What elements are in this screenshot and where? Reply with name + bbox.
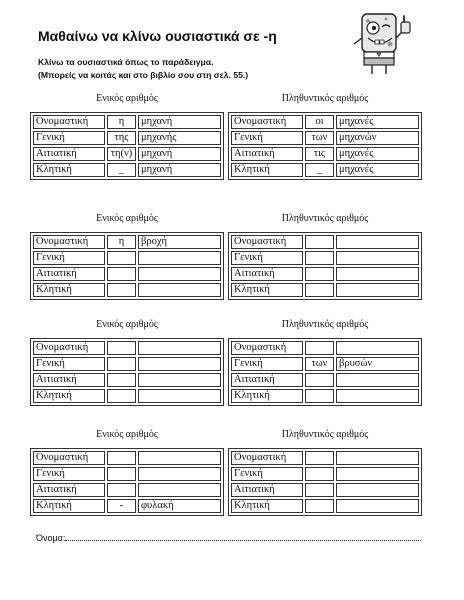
article-cell[interactable]: _: [107, 163, 136, 177]
article-cell[interactable]: [305, 235, 334, 249]
article-cell[interactable]: [305, 283, 334, 297]
table-row: [231, 357, 419, 371]
article-cell[interactable]: [107, 389, 136, 403]
noun-cell[interactable]: μηχανή: [138, 147, 221, 161]
section-singular-3: [30, 318, 224, 406]
case-cell: Κλητική: [231, 283, 303, 297]
case-cell: Γενική: [33, 357, 105, 371]
article-cell[interactable]: της: [107, 131, 136, 145]
case-cell: Γενική: [231, 467, 303, 481]
article-cell[interactable]: [107, 373, 136, 387]
noun-cell[interactable]: [336, 373, 419, 387]
case-cell: Ονομαστική: [231, 235, 303, 249]
declension-table: [30, 232, 224, 300]
instruction-line: Κλίνω τα ουσιαστικά όπως το παράδειγμα.: [38, 57, 214, 67]
table-row: [231, 235, 419, 249]
noun-cell[interactable]: [336, 499, 419, 513]
noun-cell[interactable]: μηχανές: [336, 115, 419, 129]
article-cell[interactable]: [107, 357, 136, 371]
article-cell[interactable]: [305, 373, 334, 387]
case-cell: Κλητική: [33, 283, 105, 297]
declension-table: [228, 338, 422, 406]
table-row: [33, 115, 221, 129]
section-singular-2: [30, 212, 224, 300]
declension-table: [30, 338, 224, 406]
table-row: [231, 267, 419, 281]
noun-cell[interactable]: φυλακή: [138, 499, 221, 513]
noun-cell[interactable]: μηχανής: [138, 131, 221, 145]
case-cell: Ονομαστική: [33, 451, 105, 465]
case-cell: Αιτιατική: [231, 147, 303, 161]
case-cell: Αιτιατική: [231, 267, 303, 281]
case-cell: Αιτιατική: [231, 373, 303, 387]
section-plural-2: [228, 212, 422, 300]
table-row: [231, 163, 419, 177]
declension-table: [228, 448, 422, 516]
article-cell[interactable]: [305, 451, 334, 465]
case-cell: Αιτιατική: [33, 147, 105, 161]
case-cell: Κλητική: [231, 163, 303, 177]
case-cell: Κλητική: [231, 499, 303, 513]
noun-cell[interactable]: βρυσών: [336, 357, 419, 371]
article-cell[interactable]: η: [107, 235, 136, 249]
table-row: [33, 267, 221, 281]
case-cell: Γενική: [33, 467, 105, 481]
noun-cell[interactable]: [138, 357, 221, 371]
table-row: [33, 251, 221, 265]
article-cell[interactable]: [107, 341, 136, 355]
table-row: [33, 373, 221, 387]
case-cell: Γενική: [33, 251, 105, 265]
noun-cell[interactable]: [336, 235, 419, 249]
article-cell[interactable]: των: [305, 357, 334, 371]
case-cell: Γενική: [231, 131, 303, 145]
table-row: [231, 341, 419, 355]
table-row: [33, 131, 221, 145]
noun-cell[interactable]: [138, 451, 221, 465]
case-cell: Αιτιατική: [33, 373, 105, 387]
case-cell: Ονομαστική: [33, 341, 105, 355]
case-cell: Ονομαστική: [231, 341, 303, 355]
noun-cell[interactable]: [336, 283, 419, 297]
article-cell[interactable]: [107, 283, 136, 297]
article-cell[interactable]: [107, 251, 136, 265]
noun-cell[interactable]: [336, 267, 419, 281]
section-title: Ενικός αριθμός: [96, 93, 158, 104]
noun-cell[interactable]: [138, 251, 221, 265]
article-cell[interactable]: [107, 483, 136, 497]
table-row: [231, 147, 419, 161]
case-cell: Αιτιατική: [231, 483, 303, 497]
table-row: [231, 373, 419, 387]
case-cell: Αιτιατική: [33, 267, 105, 281]
case-cell: Ονομαστική: [33, 235, 105, 249]
noun-cell[interactable]: βροχή: [138, 235, 221, 249]
section-title: Ενικός αριθμός: [96, 213, 158, 224]
article-cell[interactable]: [305, 341, 334, 355]
noun-cell[interactable]: μηχανών: [336, 131, 419, 145]
case-cell: Γενική: [231, 357, 303, 371]
table-row: [231, 251, 419, 265]
article-cell[interactable]: των: [305, 131, 334, 145]
article-cell[interactable]: [305, 389, 334, 403]
table-row: [231, 131, 419, 145]
table-row: [33, 163, 221, 177]
section-singular-4: [30, 428, 224, 516]
article-cell[interactable]: [305, 267, 334, 281]
case-cell: Αιτιατική: [33, 483, 105, 497]
noun-cell[interactable]: [336, 251, 419, 265]
article-cell[interactable]: [305, 251, 334, 265]
article-cell[interactable]: [107, 451, 136, 465]
instruction-line: (Μπορείς να κοιτάς και στο βιβλίο σου στη σελ. 55.): [38, 70, 249, 80]
article-cell[interactable]: [305, 499, 334, 513]
noun-cell[interactable]: [336, 389, 419, 403]
table-row: [33, 467, 221, 481]
case-cell: Ονομαστική: [231, 115, 303, 129]
noun-cell[interactable]: μηχανές: [336, 163, 419, 177]
section-title: Πληθυντικός αριθμός: [281, 429, 369, 440]
table-row: [33, 483, 221, 497]
case-cell: Κλητική: [33, 499, 105, 513]
table-row: [33, 283, 221, 297]
section-plural-1: [228, 92, 422, 180]
noun-cell[interactable]: [138, 283, 221, 297]
table-row: [231, 451, 419, 465]
table-row: [231, 499, 419, 513]
page-title: Μαθαίνω να κλίνω ουσιαστικά σε -η: [38, 28, 277, 44]
name-label: Όνομα:: [36, 533, 66, 543]
section-title: Ενικός αριθμός: [96, 429, 158, 440]
declension-table: [228, 112, 422, 180]
noun-cell[interactable]: μηχανή: [138, 115, 221, 129]
noun-cell[interactable]: [336, 341, 419, 355]
declension-table: [30, 448, 224, 516]
instructions: [38, 56, 248, 82]
article-cell[interactable]: [305, 483, 334, 497]
table-row: [231, 115, 419, 129]
article-cell[interactable]: [107, 267, 136, 281]
noun-cell[interactable]: [336, 451, 419, 465]
table-row: [33, 341, 221, 355]
case-cell: Ονομαστική: [33, 115, 105, 129]
article-cell[interactable]: τη(ν): [107, 147, 136, 161]
table-row: [33, 451, 221, 465]
spongebob-thumbs-up-icon: [346, 8, 414, 76]
section-title: Πληθυντικός αριθμός: [281, 93, 369, 104]
noun-cell[interactable]: [138, 467, 221, 481]
noun-cell[interactable]: [138, 389, 221, 403]
article-cell[interactable]: [305, 467, 334, 481]
article-cell[interactable]: [107, 467, 136, 481]
noun-cell[interactable]: μηχανή: [138, 163, 221, 177]
section-plural-4: [228, 428, 422, 516]
section-plural-3: [228, 318, 422, 406]
case-cell: Γενική: [33, 131, 105, 145]
table-row: [231, 283, 419, 297]
name-blank-line[interactable]: [65, 532, 421, 541]
noun-cell[interactable]: [336, 467, 419, 481]
article-cell[interactable]: οι: [305, 115, 334, 129]
article-cell[interactable]: η: [107, 115, 136, 129]
noun-cell[interactable]: μηχανές: [336, 147, 419, 161]
section-singular-1: [30, 92, 224, 180]
noun-cell[interactable]: [138, 267, 221, 281]
section-title: Πληθυντικός αριθμός: [281, 213, 369, 224]
table-row: [231, 467, 419, 481]
article-cell[interactable]: _: [305, 163, 334, 177]
noun-cell[interactable]: [138, 483, 221, 497]
case-cell: Ονομαστική: [231, 451, 303, 465]
table-row: [33, 499, 221, 513]
case-cell: Κλητική: [33, 163, 105, 177]
section-title: Πληθυντικός αριθμός: [281, 319, 369, 330]
declension-table: [228, 232, 422, 300]
case-cell: Γενική: [231, 251, 303, 265]
table-row: [33, 389, 221, 403]
name-field[interactable]: [36, 532, 421, 543]
noun-cell[interactable]: [138, 341, 221, 355]
table-row: [231, 389, 419, 403]
noun-cell[interactable]: [336, 483, 419, 497]
case-cell: Κλητική: [231, 389, 303, 403]
declension-table: [30, 112, 224, 180]
table-row: [33, 235, 221, 249]
case-cell: Κλητική: [33, 389, 105, 403]
table-row: [33, 357, 221, 371]
table-row: [231, 483, 419, 497]
table-row: [33, 147, 221, 161]
section-title: Ενικός αριθμός: [96, 319, 158, 330]
noun-cell[interactable]: [138, 373, 221, 387]
article-cell[interactable]: τις: [305, 147, 334, 161]
article-cell[interactable]: -: [107, 499, 136, 513]
